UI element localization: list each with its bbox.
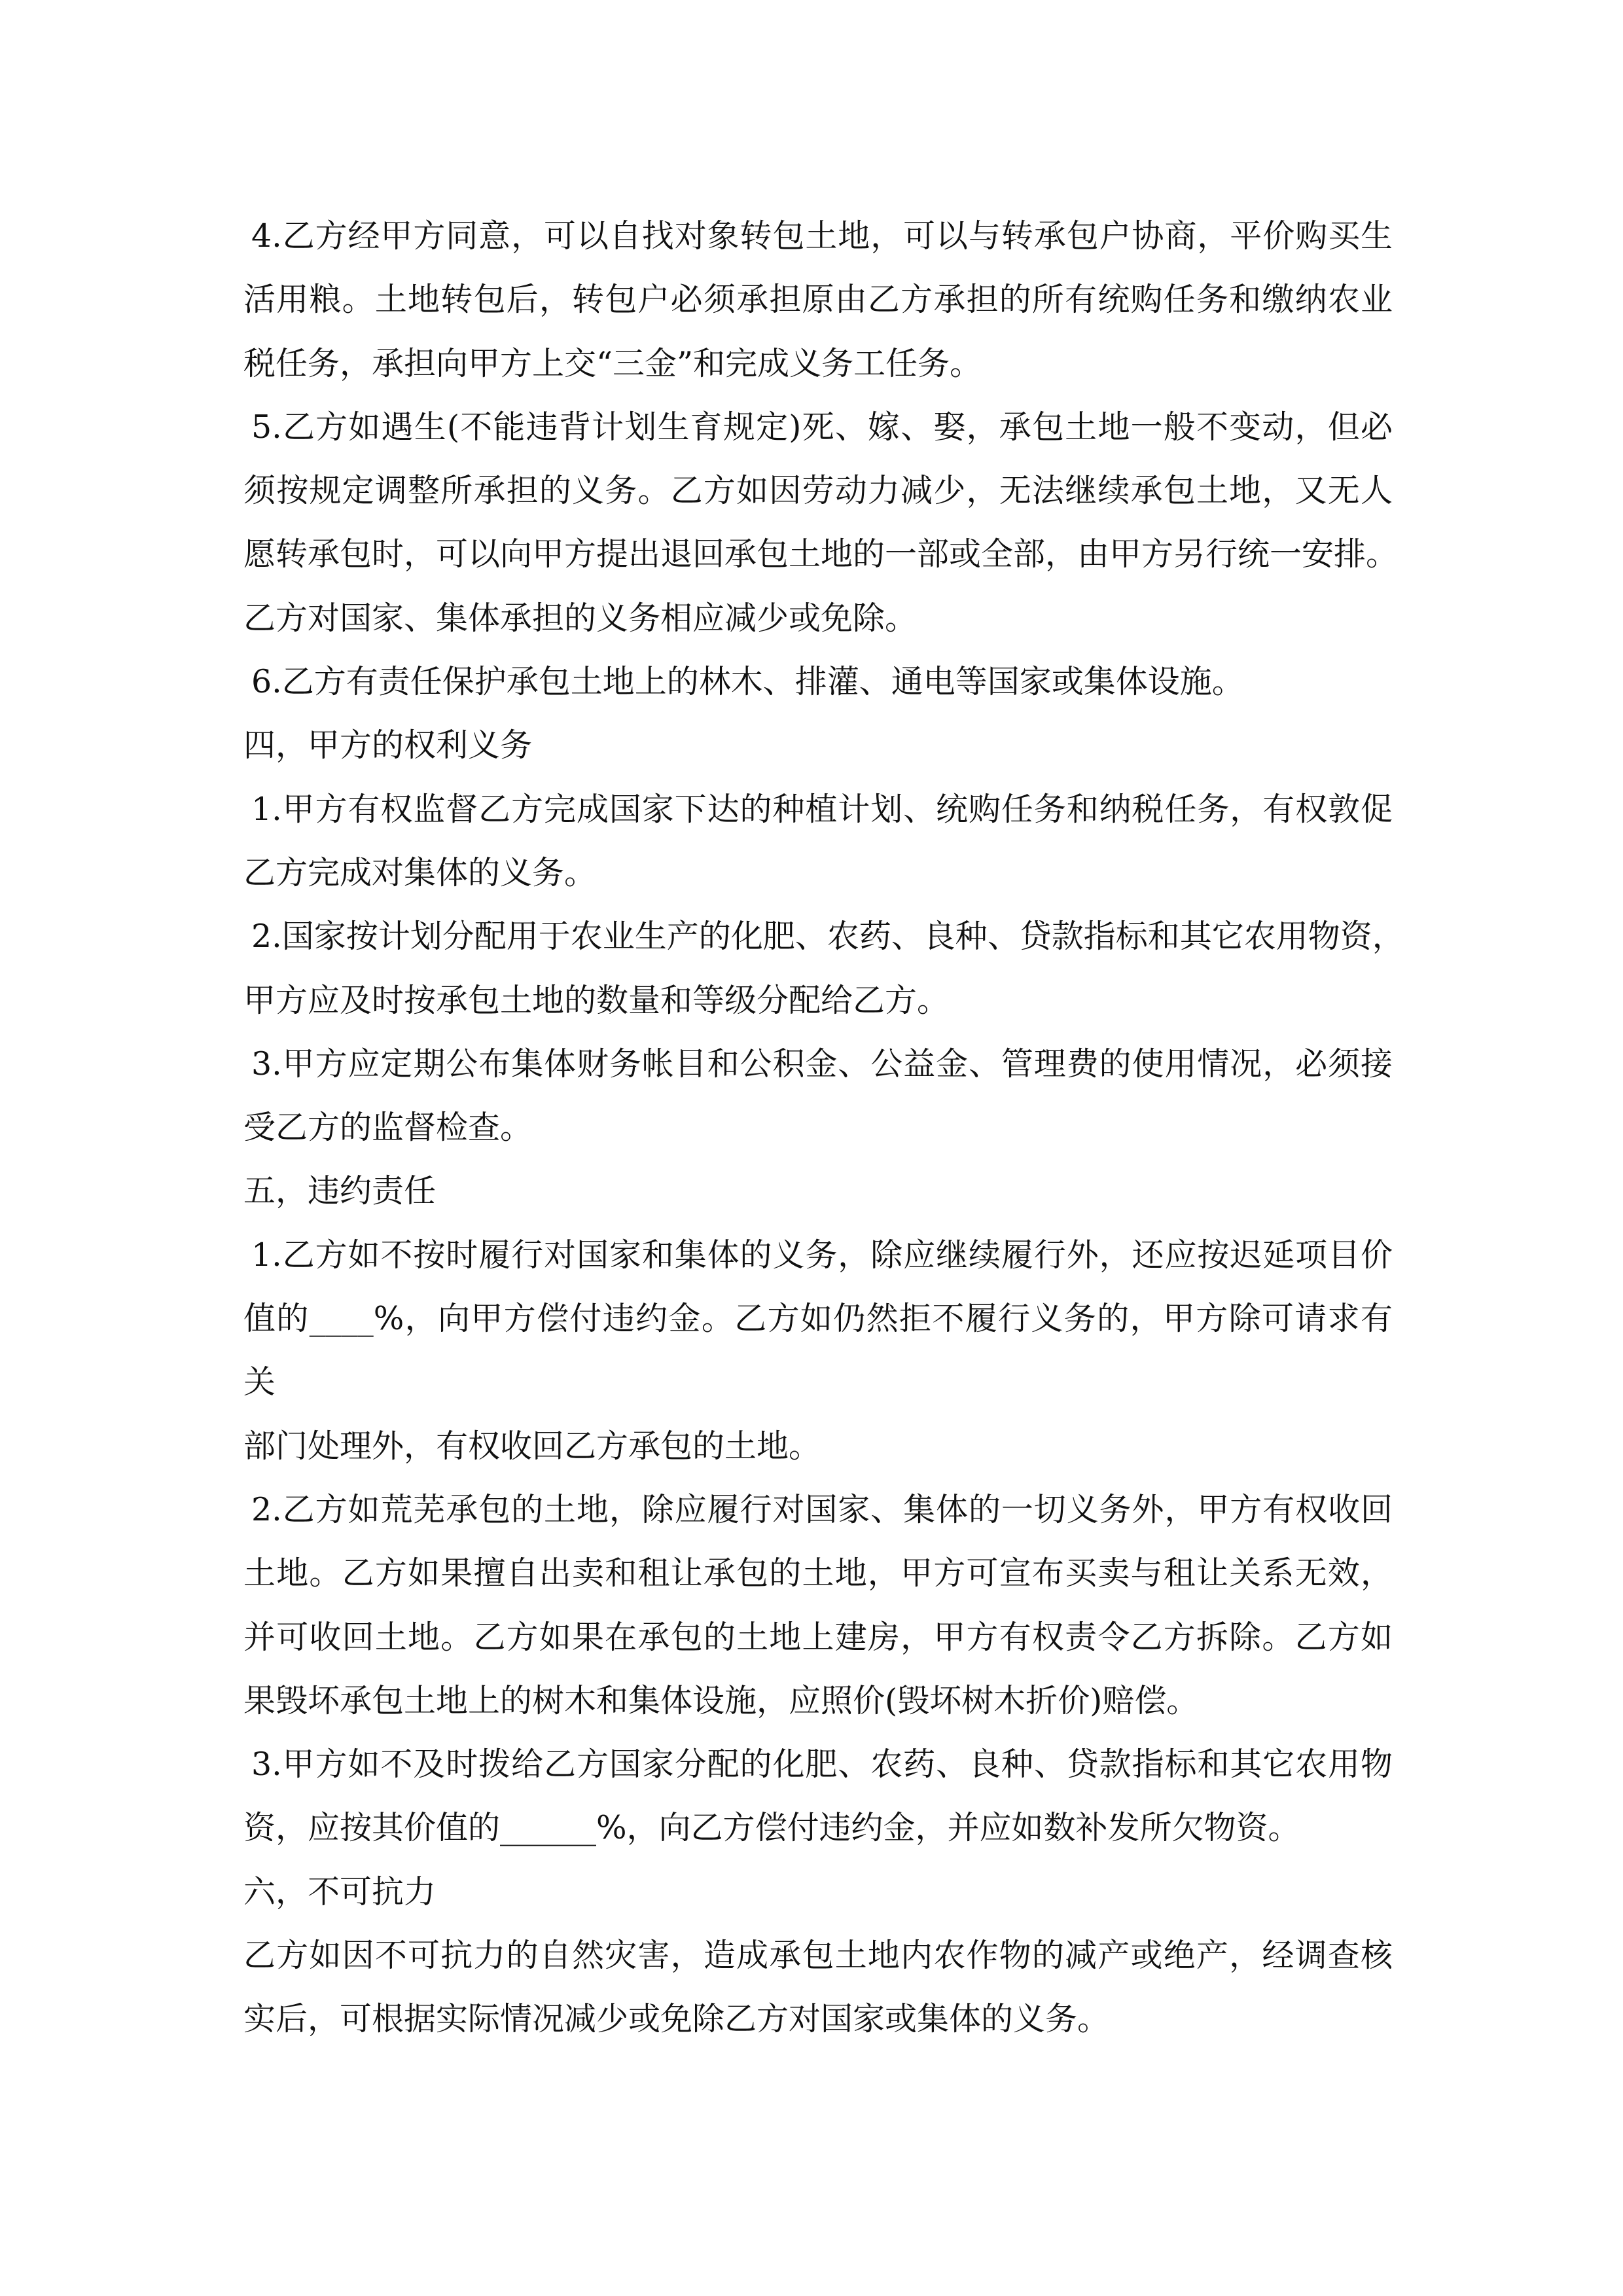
text-line: 部门处理外，有权收回乙方承包的土地。	[243, 1427, 821, 1465]
text-line: 3.甲方如不及时拨给乙方国家分配的化肥、农药、良种、贷款指标和其它农用物	[251, 1746, 1393, 1784]
text-line: 须按规定调整所承担的义务。乙方如因劳动力减少，无法继续承包土地，又无人	[243, 472, 1393, 510]
text-line: 关	[243, 1363, 276, 1401]
text-line: 实后，可根据实际情况减少或免除乙方对国家或集体的义务。	[243, 2000, 1110, 2038]
text-line: 2.乙方如荒芜承包的土地，除应履行对国家、集体的一切义务外，甲方有权收回	[251, 1490, 1393, 1528]
document-body	[243, 204, 1404, 2051]
text-line: 4.乙方经甲方同意，可以自找对象转包土地，可以与转承包户协商，平价购买生	[251, 217, 1393, 255]
text-line: 值的____%，向甲方偿付违约金。乙方如仍然拒不履行义务的，甲方除可请求有	[243, 1300, 1393, 1338]
text-line: 6.乙方有责任保护承包土地上的林木、排灌、通电等国家或集体设施。	[251, 663, 1244, 701]
text-line: 并可收回土地。乙方如果在承包的土地上建房，甲方有权责令乙方拆除。乙方如	[243, 1618, 1393, 1656]
text-line: 1.乙方如不按时履行对国家和集体的义务，除应继续履行外，还应按迟延项目价	[251, 1236, 1393, 1274]
text-line: 受乙方的监督检查。	[243, 1109, 533, 1147]
text-line: 甲方应及时按承包土地的数量和等级分配给乙方。	[243, 981, 950, 1019]
text-line: 5.乙方如遇生(不能违背计划生育规定)死、嫁、娶，承包土地一般不变动，但必	[251, 408, 1393, 446]
text-line: 五，违约责任	[243, 1172, 437, 1210]
text-line: 乙方对国家、集体承担的义务相应减少或免除。	[243, 599, 918, 637]
text-line: 果毁坏承包土地上的树木和集体设施，应照价(毁坏树木折价)赔偿。	[243, 1681, 1199, 1719]
text-line: 四，甲方的权利义务	[243, 726, 533, 764]
text-line: 乙方完成对集体的义务。	[243, 853, 597, 891]
text-line: 土地。乙方如果擅自出卖和租让承包的土地，甲方可宣布买卖与租让关系无效，	[243, 1554, 1393, 1592]
text-line: 六，不可抗力	[243, 1873, 437, 1910]
text-line: 3.甲方应定期公布集体财务帐目和公积金、公益金、管理费的使用情况，必须接	[251, 1045, 1393, 1083]
text-line: 乙方如因不可抗力的自然灾害，造成承包土地内农作物的减产或绝产，经调查核	[243, 1937, 1393, 1975]
text-line: 愿转承包时，可以向甲方提出退回承包土地的一部或全部，由甲方另行统一安排。	[243, 535, 1399, 573]
text-line: 2.国家按计划分配用于农业生产的化肥、农药、良种、贷款指标和其它农用物资，	[251, 918, 1404, 956]
text-line: 1.甲方有权监督乙方完成国家下达的种植计划、统购任务和纳税任务，有权敦促	[251, 790, 1393, 828]
text-line: 活用粮。土地转包后，转包户必须承担原由乙方承担的所有统购任务和缴纳农业	[243, 281, 1393, 319]
text-line: 资，应按其价值的______%，向乙方偿付违约金，并应如数补发所欠物资。	[243, 1809, 1300, 1847]
text-line: 税任务，承担向甲方上交“三金”和完成义务工任务。	[243, 344, 982, 382]
